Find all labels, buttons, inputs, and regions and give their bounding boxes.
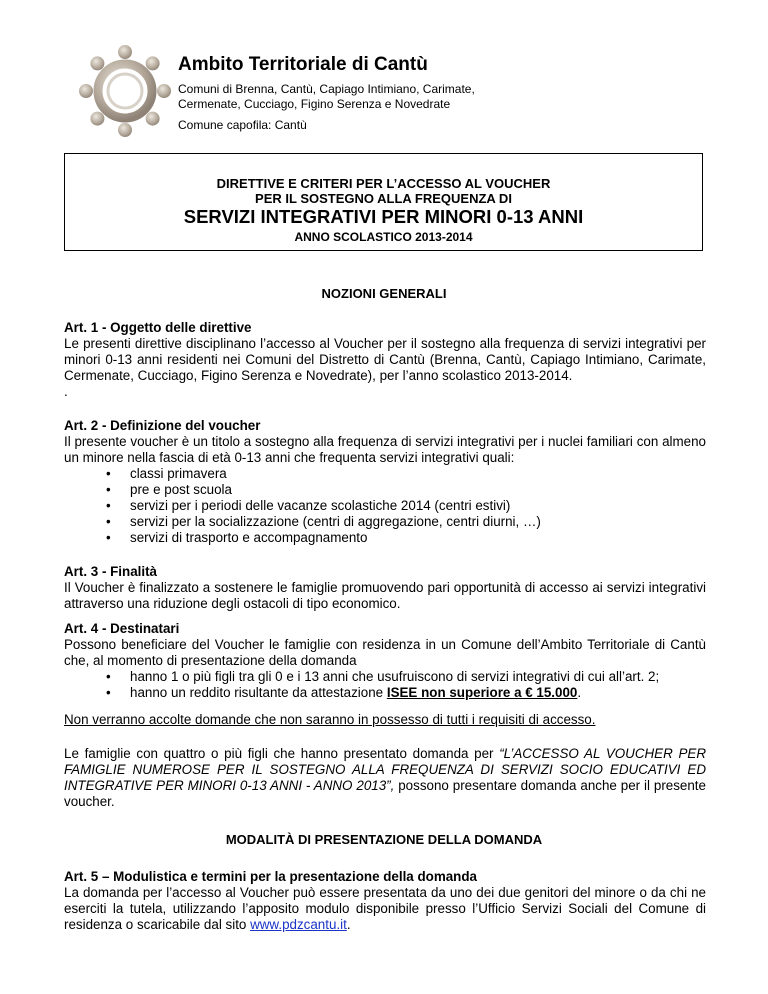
art-3-title: Art. 3 - Finalità (64, 564, 158, 579)
art-5 (64, 869, 706, 933)
list-item: • pre e post scuola (130, 482, 706, 498)
title-box (64, 153, 703, 251)
art-2 (64, 418, 706, 546)
title-line-1: DIRETTIVE E CRITERI PER L’ACCESSO AL VOUCHER (216, 176, 551, 191)
art-2-text: Il presente voucher è un titolo a sostegno alla frequenza di servizi integrativi per i nuclei familiari con almeno un minore nella fascia di età 0-13 anni che frequenta servizi integrativi quali: (64, 434, 706, 465)
org-title: Ambito Territoriale di Cantù (178, 54, 428, 75)
list-item: • servizi di trasporto e accompagnamento (130, 530, 706, 546)
art-2-title: Art. 2 - Definizione del voucher (64, 418, 261, 433)
ambito-logo-icon (78, 44, 172, 138)
title-line-4: ANNO SCOLASTICO 2013-2014 (294, 230, 473, 244)
section-heading-nozioni: NOZIONI GENERALI (321, 286, 447, 301)
org-capofila: Comune capofila: Cantù (178, 118, 307, 132)
art-4-title: Art. 4 - Destinatari (64, 621, 180, 636)
art-1-text: Le presenti direttive disciplinano l’accesso al Voucher per il sostegno alla frequenza di servizi integrativi per minori 0-13 anni residenti nei Comuni del Distretto di Cantù (Brenna, Cantù, Capiago Intimiano, Carimate, Cermenate, Cucciago, Figino Serenza e Novedrate), per l’anno scolastico 2013-2014. (64, 336, 706, 383)
list-item: • hanno 1 o più figli tra gli 0 e i 13 anni che usufruiscono di servizi integrativi di cui all’art. 2; (130, 669, 706, 685)
org-comuni: Comuni di Brenna, Cantù, Capiago Intimiano, Carimate, Cermenate, Cucciago, Figino Serenza e Novedrate (178, 82, 475, 111)
section-heading-modalita: MODALITÀ DI PRESENTAZIONE DELLA DOMANDA (225, 832, 543, 847)
art-1-title: Art. 1 - Oggetto delle direttive (64, 320, 252, 335)
art-5-title: Art. 5 – Modulistica e termini per la presentazione della domanda (64, 869, 477, 884)
art-4-text: Possono beneficiare del Voucher le famiglie con residenza in un Comune dell’Ambito Territoriale di Cantù che, al momento di presentazione della domanda (64, 637, 706, 668)
art-4-notice: Non verranno accolte domande che non saranno in possesso di tutti i requisiti di accesso. (64, 712, 596, 727)
list-item: • hanno un reddito risultante da attestazione ISEE non superiore a € 15.000. (130, 685, 706, 701)
art-1-dot: . (64, 384, 68, 399)
pdzcantu-link[interactable]: www.pdzcantu.it (250, 917, 347, 932)
isee-threshold: ISEE non superiore a € 15.000 (386, 685, 578, 700)
title-line-3: SERVIZI INTEGRATIVI PER MINORI 0-13 ANNI (183, 206, 584, 227)
art-2-list (64, 466, 706, 546)
art-3 (64, 564, 706, 612)
art-1 (64, 320, 706, 400)
art-4-italic-ref: “L’ACCESSO AL VOUCHER PER FAMIGLIE NUMEROSE PER IL SOSTEGNO ALLA FREQUENZA DI SERVIZI SOCIO EDUCATIVI ED INTEGRATIVE PER MINORI 0-13 ANNI - ANNO 2013”, (64, 746, 707, 793)
art-4 (64, 621, 706, 701)
list-item: • servizi per i periodi delle vacanze scolastiche 2014 (centri estivi) (130, 498, 706, 514)
list-item: • servizi per la socializzazione (centri di aggregazione, centri diurni, …) (130, 514, 706, 530)
list-item: • classi primavera (130, 466, 706, 482)
art-4-list (64, 669, 706, 701)
art-5-text: La domanda per l’accesso al Voucher può essere presentata da uno dei due genitori del minore o da chi ne eserciti la tutela, utilizzando l’apposito modulo disponibile presso l’Ufficio Servizi Sociali del Comune di residenza o scaricabile dal sito www.pdzcantu.it. (64, 885, 706, 932)
art-4-paragraph: Le famiglie con quattro o più figli che hanno presentato domanda per “L’ACCESSO AL VOUCHER PER FAMIGLIE NUMEROSE PER IL SOSTEGNO ALLA FREQUENZA DI SERVIZI SOCIO EDUCATIVI ED INTEGRATIVE PER MINORI 0-13 ANNI - ANNO 2013”, possono presentare domanda anche per il presente voucher. (64, 746, 707, 809)
title-line-2: PER IL SOSTEGNO ALLA FREQUENZA DI (255, 191, 512, 206)
art-3-text: Il Voucher è finalizzato a sostenere le famiglie promuovendo pari opportunità di accesso ai servizi integrativi attraverso una riduzione degli ostacoli di tipo economico. (64, 580, 706, 611)
